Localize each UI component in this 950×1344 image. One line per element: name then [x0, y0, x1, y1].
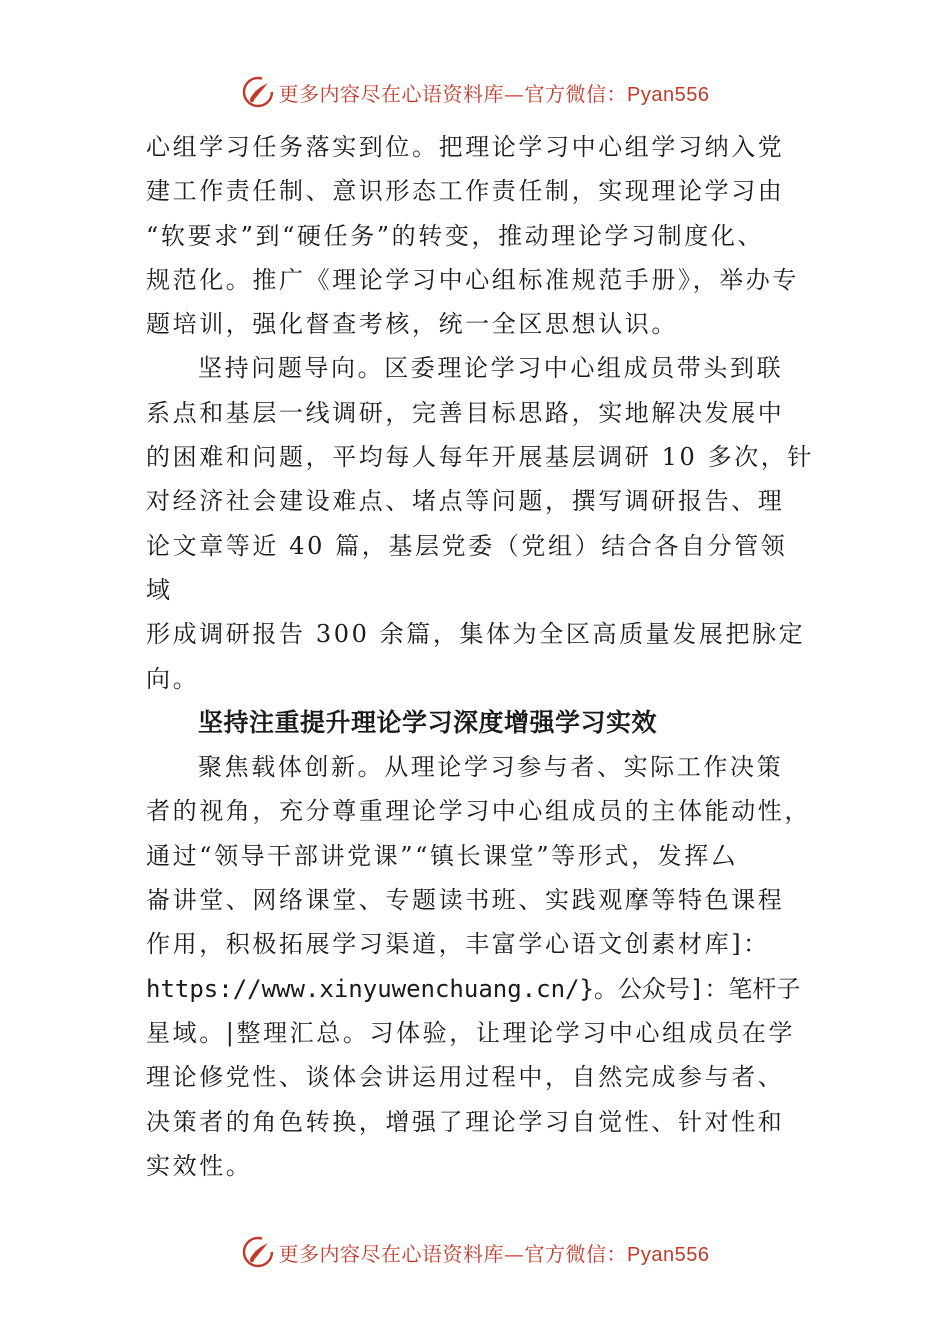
text-line: 心组学习任务落实到位。把理论学习中心组学习纳入党	[146, 133, 785, 161]
banner-separator: —	[504, 1241, 525, 1266]
text-line: 域	[146, 575, 173, 604]
text-line: 规范化。推广《理论学习中心组标准规范手册》，举办专	[146, 265, 799, 294]
section-heading: 坚持注重提升理论学习深度增强学习实效	[198, 707, 658, 737]
banner-text	[279, 78, 710, 107]
banner-main-text: 更多内容尽在心语资料库	[278, 81, 505, 106]
banner-main-text: 更多内容尽在心语资料库	[278, 1241, 505, 1266]
text-line: 崙讲堂、网络课堂、专题读书班、实践观摩等特色课程	[146, 886, 785, 915]
banner-wechat-label: 官方微信：	[524, 1241, 628, 1266]
text-line: 论文章等近 40 篇，基层党委（党组）结合各自分管领	[146, 531, 788, 560]
text-line: 的困难和问题，平均每人每年开展基层调研 10 多次，针	[146, 443, 814, 472]
text-line: https://www.xinyuwenchuang.cn/}。公众号]：笔杆子	[146, 974, 801, 1003]
text-line: 作用，积极拓展学习渠道，丰富学心语文创素材库]：	[146, 930, 770, 959]
footer-banner	[0, 1232, 950, 1272]
document-body	[146, 125, 814, 1188]
text-line: “软要求”到“硬任务”的转变，推动理论学习制度化、	[146, 221, 765, 250]
text-line: 对经济社会建设难点、堵点等问题，撰写调研报告、理	[146, 487, 785, 516]
text-line: 实效性。	[146, 1151, 253, 1180]
text-line: 星域。|整理汇总。习体验，让理论学习中心组成员在学	[146, 1018, 796, 1047]
text-line: 建工作责任制、意识形态工作责任制，实现理论学习由	[146, 177, 785, 206]
banner-wechat-id: Pyan556	[627, 1243, 710, 1266]
banner-wechat-id: Pyan556	[627, 83, 710, 106]
header-banner	[0, 72, 950, 112]
text-line: 向。	[146, 664, 200, 693]
text-line: 通过“领导干部讲党课”“镇长课堂”等形式，发挥厶	[146, 841, 738, 870]
text-line: 决策者的角色转换，增强了理论学习自觉性、针对性和	[146, 1107, 785, 1136]
text-line: 题培训，强化督查考核，统一全区思想认识。	[146, 310, 678, 339]
banner-wechat-label: 官方微信：	[524, 81, 628, 106]
paragraph-first-line: 坚持问题导向。区委理论学习中心组成员带头到联	[198, 354, 784, 383]
brush-logo-icon	[241, 75, 275, 109]
text-line: 理论修党性、谈体会讲运用过程中，自然完成参与者、	[146, 1063, 785, 1092]
banner-separator: —	[504, 81, 525, 106]
text-line: 系点和基层一线调研，完善目标思路，实地解决发展中	[146, 398, 785, 427]
text-line: 形成调研报告 300 余篇，集体为全区高质量发展把脉定	[146, 620, 806, 649]
brush-logo-icon	[241, 1235, 275, 1269]
text-line: 者的视角，充分尊重理论学习中心组成员的主体能动性，	[146, 797, 811, 826]
banner-text	[279, 1238, 710, 1267]
paragraph-first-line: 聚焦载体创新。从理论学习参与者、实际工作决策	[198, 753, 784, 782]
